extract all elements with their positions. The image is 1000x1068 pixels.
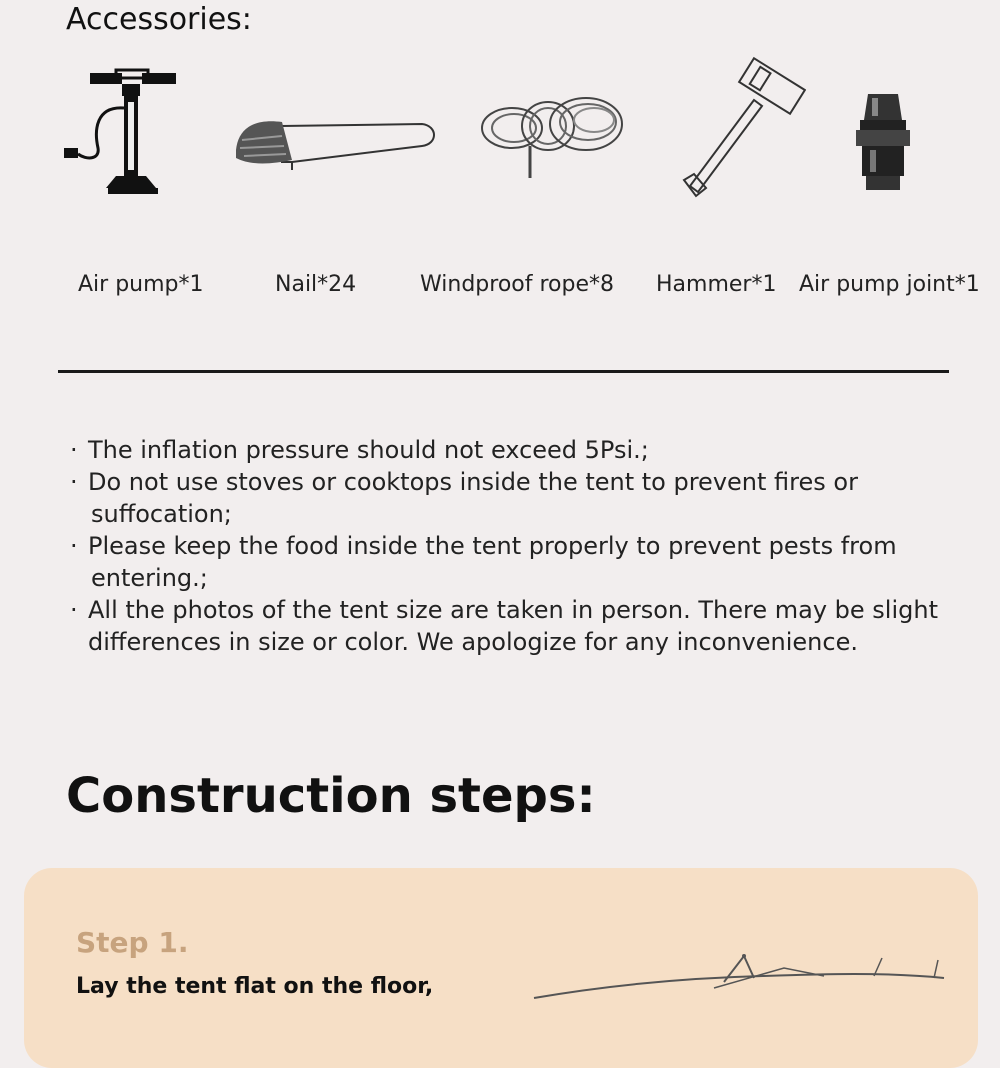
note-text-continued: suffocation; bbox=[91, 500, 232, 528]
accessory-label-windproof-rope: Windproof rope*8 bbox=[420, 272, 614, 297]
rope-icon bbox=[476, 86, 632, 182]
construction-steps-title: Construction steps: bbox=[66, 768, 596, 824]
accessory-label-hammer: Hammer*1 bbox=[656, 272, 777, 297]
hammer-icon bbox=[676, 46, 806, 198]
accessory-label-air-pump-joint: Air pump joint*1 bbox=[799, 272, 980, 297]
note-item bbox=[70, 434, 950, 466]
section-divider bbox=[58, 370, 949, 373]
bullet: · bbox=[70, 532, 78, 560]
air-pump-icon bbox=[56, 68, 182, 200]
pump-joint-icon bbox=[852, 90, 914, 194]
accessory-label-air-pump: Air pump*1 bbox=[78, 272, 204, 297]
step-description: Lay the tent flat on the floor, bbox=[76, 974, 434, 999]
note-text-continued: entering.; bbox=[91, 564, 208, 592]
bullet: · bbox=[70, 468, 78, 496]
bullet: · bbox=[70, 596, 78, 624]
notes-list bbox=[70, 434, 950, 658]
tent-illustration bbox=[524, 948, 964, 1008]
note-text: All the photos of the tent size are taken in person. There may be slight bbox=[88, 596, 938, 624]
note-item bbox=[70, 530, 950, 594]
note-text: The inflation pressure should not exceed 5Psi.; bbox=[88, 436, 649, 464]
note-text: Please keep the food inside the tent properly to prevent pests from bbox=[88, 532, 897, 560]
accessory-label-nail: Nail*24 bbox=[275, 272, 357, 297]
bullet: · bbox=[70, 436, 78, 464]
note-item bbox=[70, 594, 950, 658]
step-card bbox=[24, 868, 978, 1068]
note-item bbox=[70, 466, 950, 530]
accessories-title: Accessories: bbox=[66, 2, 252, 37]
nail-icon bbox=[232, 110, 442, 172]
step-label: Step 1. bbox=[76, 926, 189, 959]
note-text: Do not use stoves or cooktops inside the tent to prevent fires or bbox=[88, 468, 858, 496]
note-text-continued: differences in size or color. We apologize for any inconvenience. bbox=[88, 628, 858, 656]
